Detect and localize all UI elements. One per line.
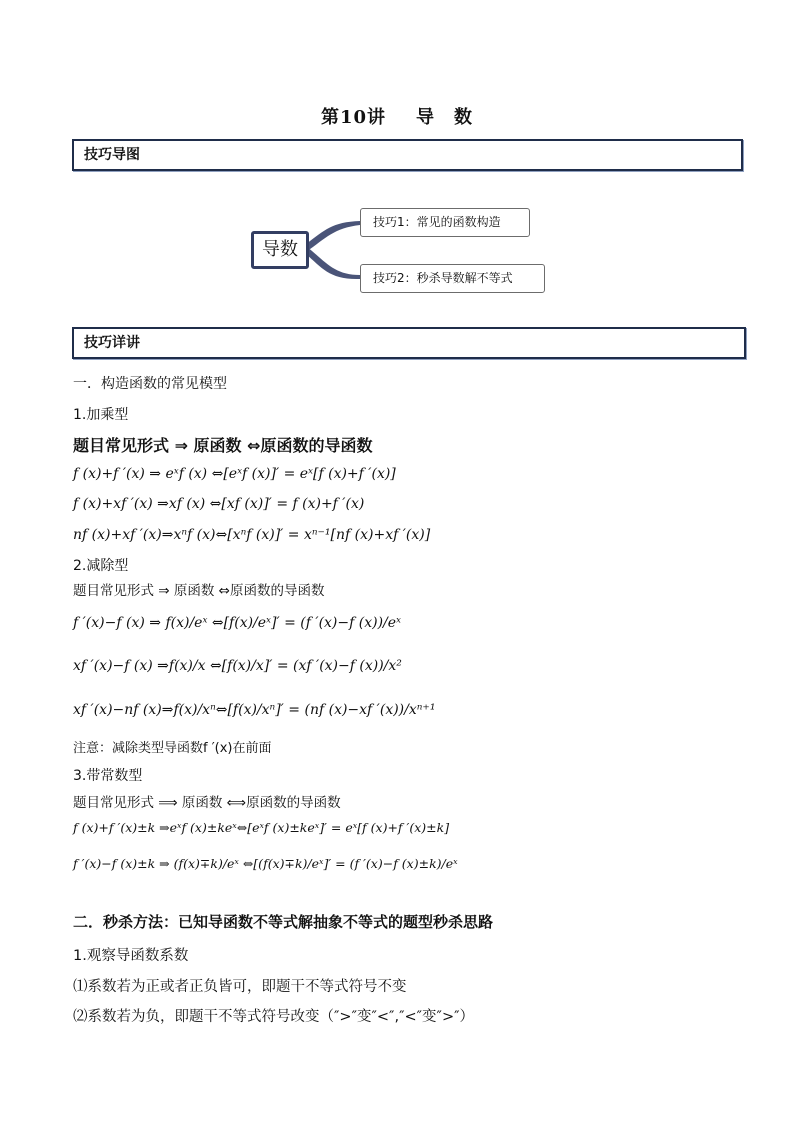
model2-row-1: f ′(x)−f (x) ⇒ f(x)/eˣ ⇔[f(x)/eˣ]′ = (f ′(x)−f (x))/eˣ [73,615,402,631]
model2-row-3: xf ′(x)−nf (x)⇒f(x)/xⁿ⇔[f(x)/xⁿ]′ = (nf (x)−xf ′(x))/xⁿ⁺¹ [73,702,436,718]
model1-label: 1.加乘型 [73,407,129,423]
model1-row-3: nf (x)+xf ′(x)⇒xⁿf (x)⇔[xⁿf (x)]′ = xⁿ⁻¹[nf (x)+xf ′(x)] [73,527,431,543]
section-label-detail: 技巧详讲 [84,335,140,351]
mindmap-root: 导数 [251,231,309,269]
section-box-detail [72,327,746,359]
model2-label: 2.减除型 [73,558,129,574]
model1-form: 题目常见形式 ⇒ 原函数 ⇔原函数的导函数 [73,436,373,455]
part2-item-2: ⑵系数若为负，即题干不等式符号改变（″>″变″<″,″<″变″>″） [73,1009,475,1025]
part2-heading: 二．秒杀方法：已知导函数不等式解抽象不等式的题型秒杀思路 [73,913,494,931]
mindmap-branch-2: 技巧2：秒杀导数解不等式 [360,264,545,293]
model1-row-2: f (x)+xf ′(x) ⇒xf (x) ⇔[xf (x)]′ = f (x)+f ′(x) [73,496,365,512]
mindmap-branch-1: 技巧1：常见的函数构造 [360,208,530,237]
part2-item-1: ⑴系数若为正或者正负皆可，即题干不等式符号不变 [73,979,407,995]
model2-note: 注意：减除类型导函数f ′(x)在前面 [73,741,272,756]
section-label-map: 技巧导图 [84,147,140,163]
model2-row-2: xf ′(x)−f (x) ⇒f(x)/x ⇔[f(x)/x]′ = (xf ′(x)−f (x))/x² [73,658,402,674]
lecture-topic: 导 数 [416,107,474,128]
model3-label: 3.带常数型 [73,768,143,784]
model3-form: 题目常见形式 ⟹ 原函数 ⟺原函数的导函数 [73,795,341,811]
model3-row-2: f ′(x)−f (x)±k ⇒ (f(x)∓k)/eˣ ⇔[(f(x)∓k)/eˣ]′ = (f ′(x)−f (x)±k)/eˣ [73,856,458,871]
lecture-number: 第10讲 [320,107,387,128]
model2-form: 题目常见形式 ⇒ 原函数 ⇔原函数的导函数 [73,583,325,599]
model3-row-1: f (x)+f ′(x)±k ⇒eˣf (x)±keˣ⇔[eˣf (x)±keˣ]′ = eˣ[f (x)+f ′(x)±k] [73,820,450,835]
part2-sub1: 1.观察导函数系数 [73,948,189,964]
model1-row-1: f (x)+f ′(x) ⇒ eˣf (x) ⇔[eˣf (x)]′ = eˣ[f (x)+f ′(x)] [73,466,396,482]
part1-heading: 一．构造函数的常见模型 [73,376,227,392]
